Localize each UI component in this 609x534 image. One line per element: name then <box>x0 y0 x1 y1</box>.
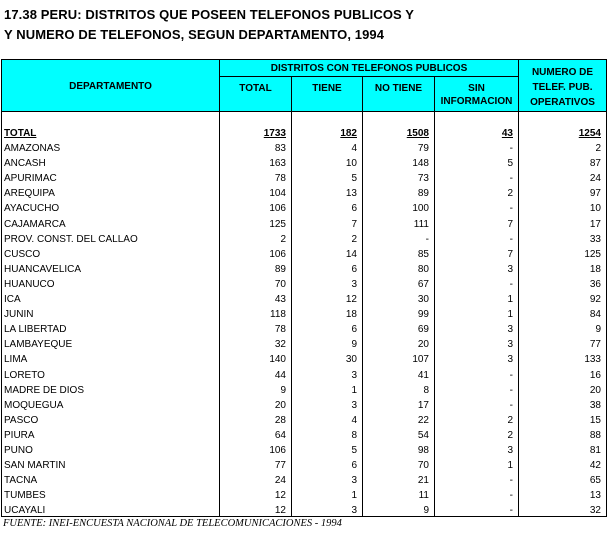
cell-total: 24 <box>274 475 286 487</box>
cell-no-tiene: 9 <box>423 505 429 517</box>
department-name: HUANUCO <box>4 278 55 290</box>
cell-no-tiene: 98 <box>417 445 429 456</box>
header-sin-informacion <box>434 76 519 112</box>
department-name: TUMBES <box>4 490 46 502</box>
department-name: PROV. CONST. DEL CALLAO <box>4 233 138 245</box>
department-name: CUSCO <box>4 248 41 260</box>
cell-numero: 9 <box>595 324 601 336</box>
header-no-tiene <box>362 76 435 112</box>
total-sin-info: 43 <box>501 128 513 139</box>
cell-sin-info: 7 <box>507 248 513 260</box>
cell-numero: 36 <box>589 278 601 290</box>
cell-no-tiene: - <box>425 233 429 245</box>
cell-total: 77 <box>274 460 286 472</box>
department-name: PASCO <box>4 414 39 426</box>
department-name: PUNO <box>4 445 33 456</box>
cell-numero: 38 <box>589 399 601 411</box>
cell-sin-info: 3 <box>507 445 513 456</box>
cell-numero: 97 <box>589 188 601 200</box>
header-no-tiene-label: NO TIENE <box>374 83 423 94</box>
cell-total: 32 <box>274 339 286 351</box>
cell-no-tiene: 21 <box>417 475 429 487</box>
cell-no-tiene: 70 <box>417 460 429 472</box>
cell-sin-info: 3 <box>507 354 513 366</box>
cell-total: 70 <box>274 278 286 290</box>
cell-no-tiene: 54 <box>417 429 429 441</box>
cell-total: 12 <box>274 490 286 502</box>
total-numero: 1254 <box>578 128 601 139</box>
department-name: UCAYALI <box>4 505 46 517</box>
header-sin-informacion-line2: INFORMACION <box>440 96 513 107</box>
cell-numero: 10 <box>589 203 601 215</box>
cell-no-tiene: 67 <box>417 278 429 290</box>
cell-numero: 81 <box>589 445 601 456</box>
cell-sin-info: - <box>509 399 513 411</box>
divider-after-sin-info <box>518 111 519 517</box>
cell-no-tiene: 8 <box>423 384 429 396</box>
cell-tiene: 1 <box>351 490 357 502</box>
cell-tiene: 6 <box>351 203 357 215</box>
cell-total: 106 <box>269 248 286 260</box>
cell-numero: 92 <box>589 294 601 305</box>
divider-after-no-tiene <box>434 111 435 517</box>
cell-numero: 18 <box>589 263 601 275</box>
total-total: 1733 <box>263 128 286 139</box>
cell-no-tiene: 99 <box>417 309 429 321</box>
header-numero-line2: TELEF. PUB. <box>532 82 593 93</box>
cell-numero: 32 <box>589 505 601 517</box>
header-tiene <box>291 76 363 112</box>
cell-sin-info: 1 <box>507 309 513 321</box>
department-name: MADRE DE DIOS <box>4 384 85 396</box>
total-no-tiene: 1508 <box>406 128 429 139</box>
cell-tiene: 1 <box>351 384 357 396</box>
cell-no-tiene: 69 <box>417 324 429 336</box>
department-name: JUNIN <box>4 309 34 321</box>
department-name: AMAZONAS <box>4 143 61 154</box>
cell-no-tiene: 80 <box>417 263 429 275</box>
cell-numero: 17 <box>589 218 601 230</box>
cell-tiene: 6 <box>351 263 357 275</box>
cell-numero: 15 <box>589 414 601 426</box>
cell-total: 89 <box>274 263 286 275</box>
cell-total: 20 <box>274 399 286 411</box>
title-line-1: 17.38 PERU: DISTRITOS QUE POSEEN TELEFONOS PUBLICOS Y <box>4 7 415 22</box>
cell-sin-info: 2 <box>507 188 513 200</box>
department-name: MOQUEGUA <box>4 399 64 411</box>
cell-no-tiene: 22 <box>417 414 429 426</box>
cell-total: 104 <box>269 188 286 200</box>
department-name: PIURA <box>4 429 35 441</box>
cell-no-tiene: 107 <box>412 354 429 366</box>
cell-total: 28 <box>274 414 286 426</box>
cell-no-tiene: 85 <box>417 248 429 260</box>
header-tiene-label: TIENE <box>312 83 342 94</box>
cell-numero: 77 <box>589 339 601 351</box>
cell-total: 43 <box>274 294 286 305</box>
cell-numero: 13 <box>589 490 601 502</box>
cell-tiene: 5 <box>351 445 357 456</box>
cell-total: 12 <box>274 505 286 517</box>
department-name: LAMBAYEQUE <box>4 339 73 351</box>
department-name: TACNA <box>4 475 38 487</box>
cell-numero: 2 <box>595 143 601 154</box>
cell-tiene: 10 <box>345 158 357 170</box>
header-sin-informacion-line1: SIN <box>468 83 485 94</box>
cell-tiene: 9 <box>351 339 357 351</box>
cell-sin-info: - <box>509 384 513 396</box>
header-total-label: TOTAL <box>239 83 272 94</box>
cell-total: 118 <box>270 309 286 321</box>
cell-total: 64 <box>274 429 286 441</box>
department-name: APURIMAC <box>4 173 57 185</box>
cell-sin-info: 3 <box>507 324 513 336</box>
divider-after-total <box>291 111 292 517</box>
cell-numero: 133 <box>584 354 601 366</box>
header-numero-telefonos <box>518 59 607 112</box>
cell-no-tiene: 30 <box>417 294 429 305</box>
cell-total: 2 <box>280 233 286 245</box>
cell-numero: 88 <box>589 429 601 441</box>
divider-after-tiene <box>362 111 363 517</box>
cell-numero: 20 <box>589 384 601 396</box>
cell-tiene: 5 <box>351 173 357 185</box>
cell-tiene: 30 <box>345 354 357 366</box>
cell-numero: 65 <box>589 475 601 487</box>
header-numero-line3: OPERATIVOS <box>530 97 595 108</box>
department-name: HUANCAVELICA <box>4 263 82 275</box>
cell-no-tiene: 89 <box>417 188 429 200</box>
cell-numero: 87 <box>589 158 601 170</box>
cell-sin-info: - <box>509 505 513 517</box>
cell-total: 106 <box>269 203 286 215</box>
header-numero-line1: NUMERO DE <box>531 67 594 78</box>
cell-no-tiene: 73 <box>417 173 429 185</box>
cell-total: 9 <box>280 384 286 396</box>
cell-sin-info: 3 <box>507 263 513 275</box>
cell-no-tiene: 11 <box>418 490 429 502</box>
cell-tiene: 2 <box>351 233 357 245</box>
cell-numero: 42 <box>589 460 601 472</box>
department-name: CAJAMARCA <box>4 218 66 230</box>
department-name: AYACUCHO <box>4 203 60 215</box>
cell-sin-info: 5 <box>507 158 513 170</box>
cell-no-tiene: 41 <box>417 369 429 381</box>
cell-no-tiene: 100 <box>412 203 429 215</box>
cell-tiene: 6 <box>351 460 357 472</box>
source-footnote: FUENTE: INEI-ENCUESTA NACIONAL DE TELECOMUNICACIONES - 1994 <box>3 518 342 529</box>
cell-total: 163 <box>269 158 286 170</box>
divider-after-departamento <box>219 111 220 517</box>
cell-sin-info: - <box>509 233 513 245</box>
cell-sin-info: - <box>509 203 513 215</box>
department-name: ICA <box>4 294 21 305</box>
cell-numero: 84 <box>589 309 601 321</box>
cell-total: 78 <box>274 324 286 336</box>
header-total <box>219 76 292 112</box>
cell-tiene: 14 <box>345 248 357 260</box>
cell-no-tiene: 79 <box>417 143 429 154</box>
cell-tiene: 13 <box>345 188 357 200</box>
cell-sin-info: 2 <box>507 414 513 426</box>
cell-tiene: 6 <box>351 324 357 336</box>
cell-sin-info: - <box>509 173 513 185</box>
cell-numero: 125 <box>584 248 601 260</box>
header-departamento <box>1 59 220 112</box>
department-name: LORETO <box>4 369 45 381</box>
cell-no-tiene: 111 <box>413 218 429 230</box>
cell-sin-info: 1 <box>507 460 513 472</box>
cell-total: 140 <box>269 354 286 366</box>
cell-sin-info: - <box>509 475 513 487</box>
cell-total: 106 <box>269 445 286 456</box>
cell-numero: 33 <box>589 233 601 245</box>
cell-no-tiene: 17 <box>417 399 429 411</box>
total-tiene: 182 <box>340 128 357 139</box>
cell-tiene: 18 <box>345 309 357 321</box>
cell-total: 83 <box>274 143 286 154</box>
cell-tiene: 3 <box>351 399 357 411</box>
cell-tiene: 4 <box>351 143 357 154</box>
cell-no-tiene: 148 <box>412 158 429 170</box>
cell-tiene: 8 <box>351 429 357 441</box>
total-label: TOTAL <box>4 128 37 139</box>
cell-sin-info: - <box>509 369 513 381</box>
cell-numero: 24 <box>589 173 601 185</box>
cell-tiene: 3 <box>351 278 357 290</box>
header-departamento-label: DEPARTAMENTO <box>69 81 152 92</box>
cell-tiene: 4 <box>351 414 357 426</box>
cell-no-tiene: 20 <box>417 339 429 351</box>
cell-tiene: 7 <box>351 218 357 230</box>
cell-tiene: 3 <box>351 475 357 487</box>
cell-sin-info: - <box>509 490 513 502</box>
cell-numero: 16 <box>589 369 601 381</box>
cell-sin-info: 1 <box>507 294 513 305</box>
cell-total: 44 <box>274 369 286 381</box>
cell-tiene: 3 <box>351 369 357 381</box>
cell-tiene: 3 <box>351 505 357 517</box>
cell-sin-info: 2 <box>507 429 513 441</box>
department-name: AREQUIPA <box>4 188 55 200</box>
cell-total: 125 <box>269 218 286 230</box>
cell-sin-info: - <box>509 278 513 290</box>
department-name: SAN MARTIN <box>4 460 66 472</box>
department-name: LA LIBERTAD <box>4 324 67 336</box>
table-title <box>4 5 414 45</box>
cell-sin-info: 3 <box>507 339 513 351</box>
cell-tiene: 12 <box>345 294 357 305</box>
department-name: LIMA <box>4 354 28 366</box>
department-name: ANCASH <box>4 158 46 170</box>
cell-sin-info: 7 <box>507 218 513 230</box>
header-group <box>219 59 519 77</box>
cell-sin-info: - <box>509 143 513 154</box>
header-group-label: DISTRITOS CON TELEFONOS PUBLICOS <box>270 63 468 74</box>
cell-total: 78 <box>274 173 286 185</box>
title-line-2: Y NUMERO DE TELEFONOS, SEGUN DEPARTAMENTO, 1994 <box>4 27 385 42</box>
